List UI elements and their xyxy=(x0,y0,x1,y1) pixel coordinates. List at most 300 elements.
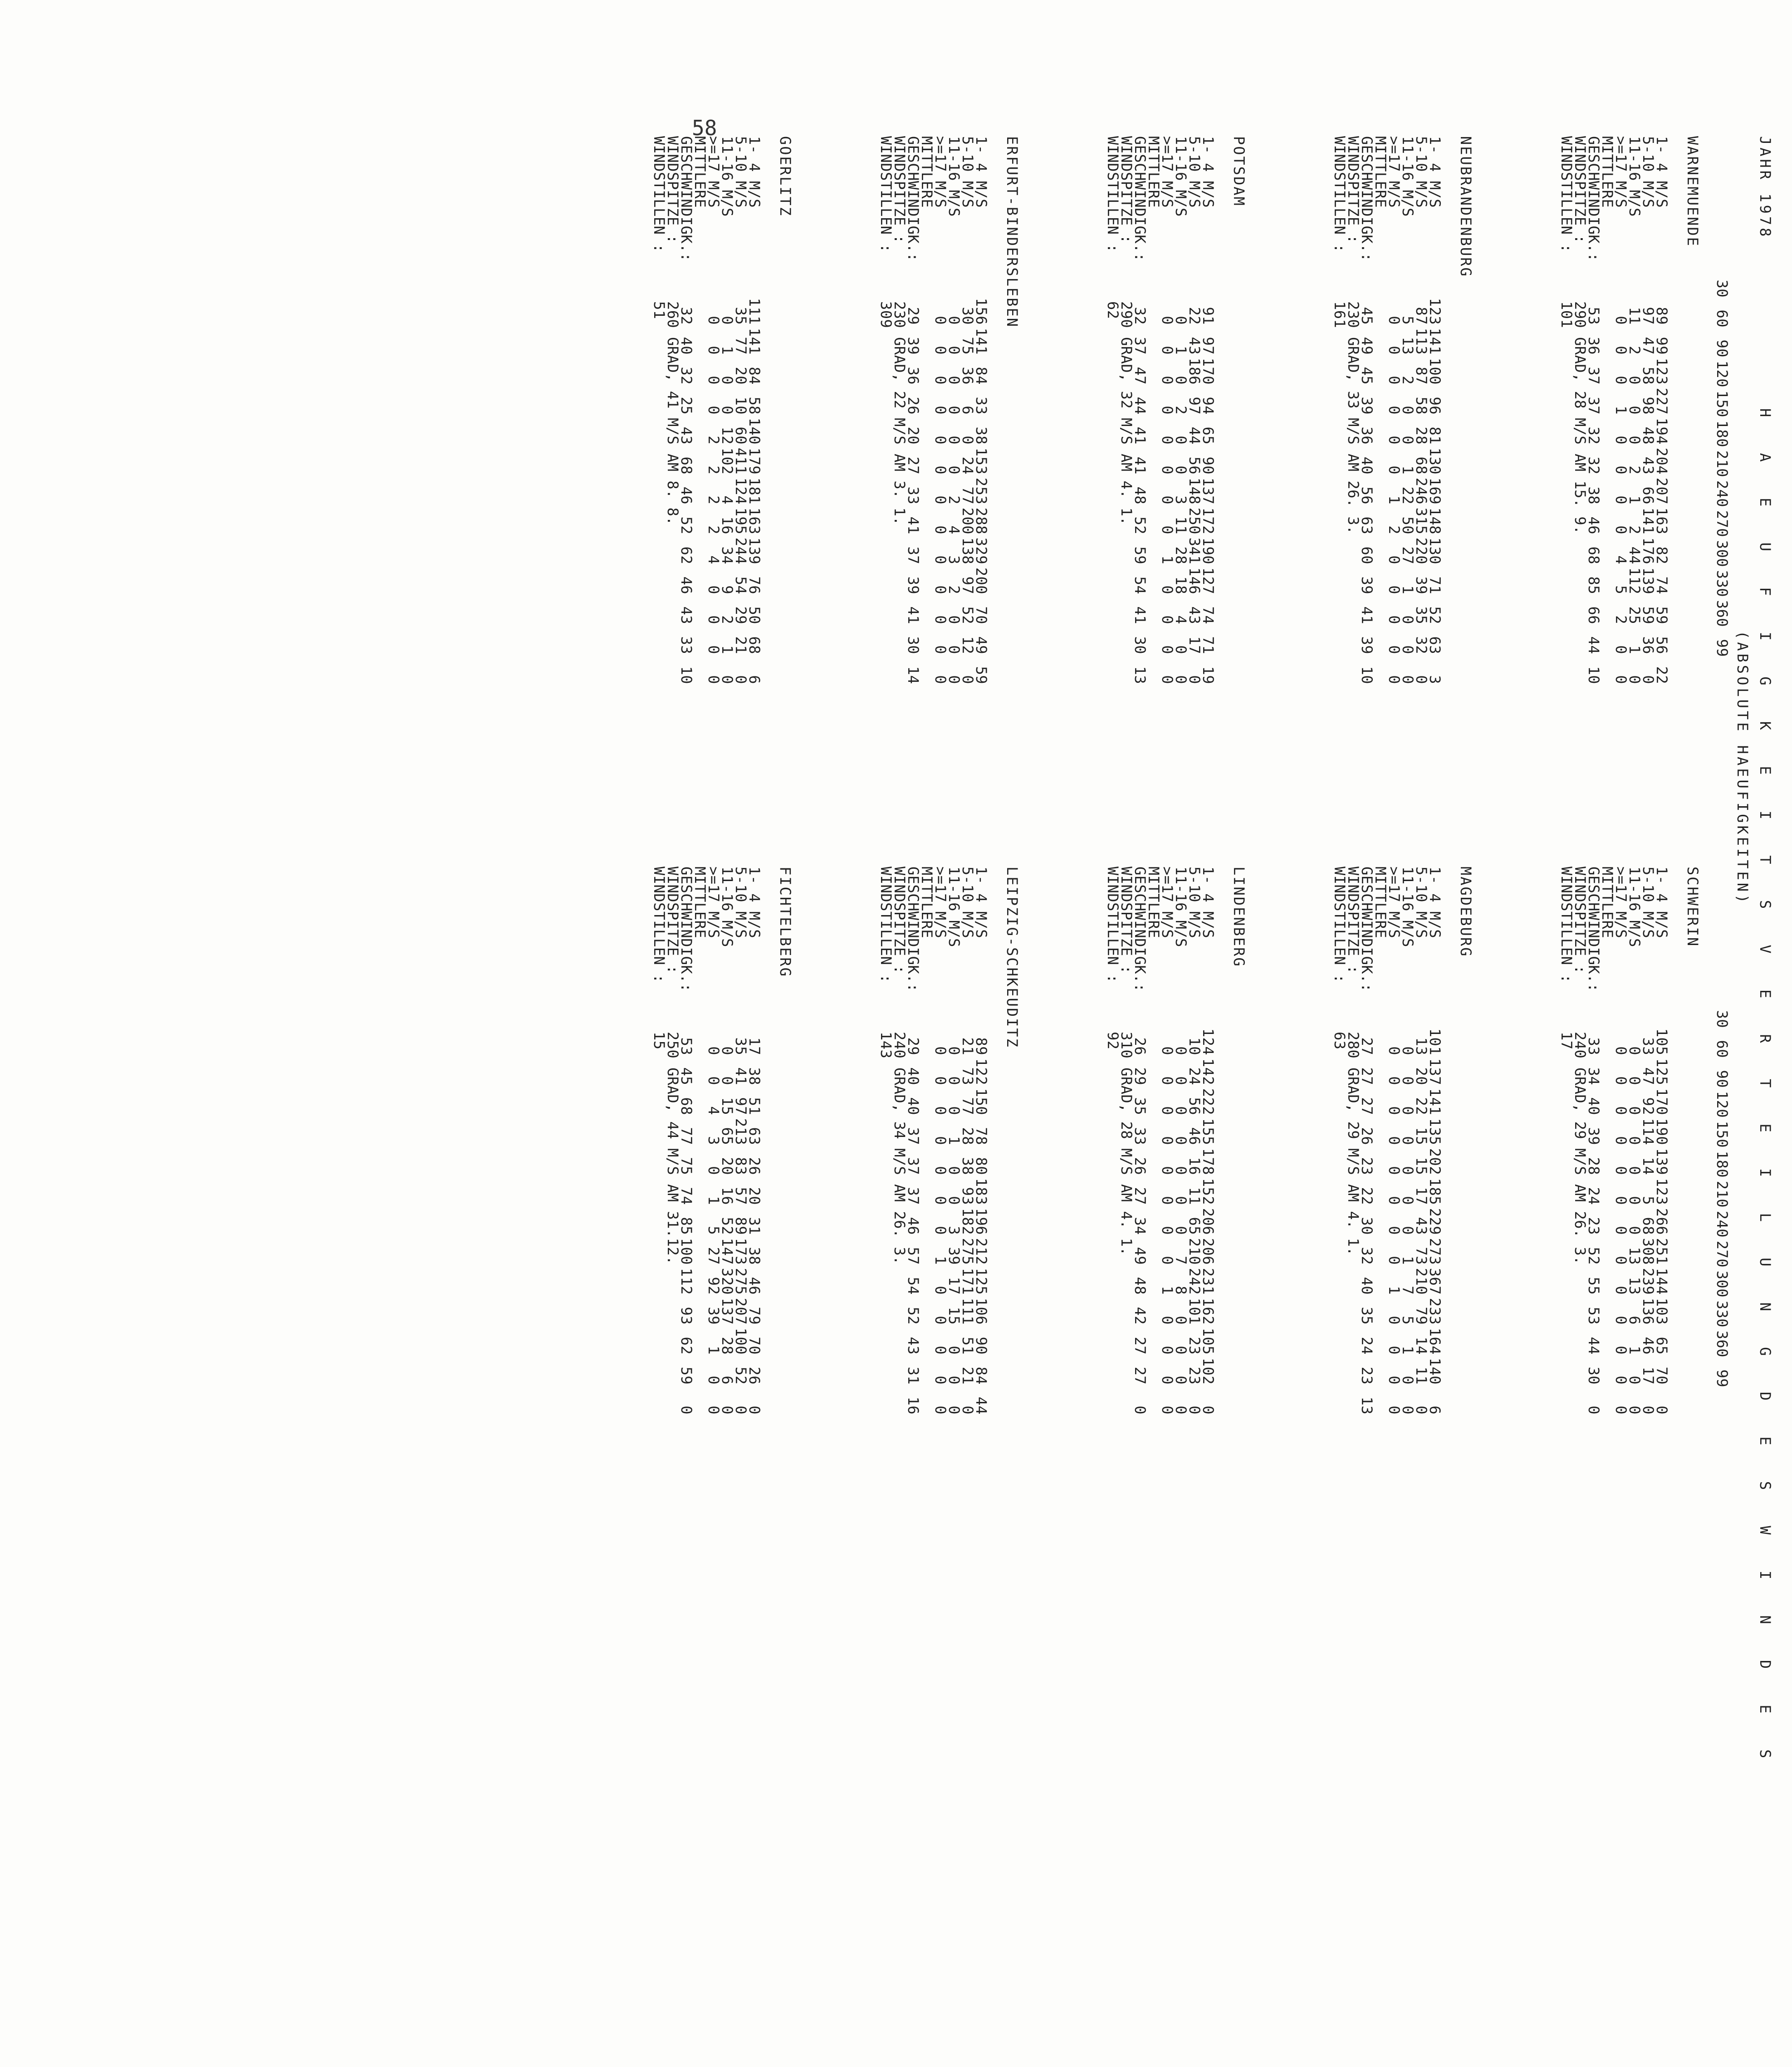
wind-peak-row xyxy=(893,136,906,525)
mean-speed-cell: 52 xyxy=(905,1307,922,1325)
row-label: GESCHWINDIGK.: xyxy=(1358,136,1376,262)
frequency-cell: 3 xyxy=(945,1226,963,1235)
frequency-cell: 27 xyxy=(705,1247,722,1265)
row-label: WINDSTILLEN : xyxy=(1331,136,1348,253)
row-label: GESCHWINDIGK.: xyxy=(1358,867,1376,992)
row-label: 1- 4 M/S xyxy=(1200,136,1217,208)
frequency-cell: 0 xyxy=(945,1196,963,1205)
frequency-cell: 7 xyxy=(1172,1256,1190,1265)
row-label: MITTLERE xyxy=(918,136,935,208)
frequency-cell: 91 xyxy=(1200,307,1217,325)
frequency-cell: 1 xyxy=(945,1136,963,1145)
row-label: WINDSPITZE : xyxy=(1118,867,1135,975)
frequency-cell: 24 xyxy=(959,456,976,475)
direction-header-cell: 240 xyxy=(1714,480,1731,507)
frequency-cell: 0 xyxy=(932,1046,949,1055)
frequency-cell: 0 xyxy=(1386,376,1403,385)
frequency-cell: 246 xyxy=(1413,477,1430,505)
mean-speed-cell: 27 xyxy=(1358,1097,1376,1115)
frequency-cell: 139 xyxy=(746,537,763,564)
frequency-cell: 0 xyxy=(1399,645,1416,654)
frequency-cell: 73 xyxy=(1413,1247,1430,1265)
frequency-cell: 172 xyxy=(1200,507,1217,534)
frequency-cell: 0 xyxy=(1159,495,1176,505)
row-label: WINDSTILLEN : xyxy=(651,867,668,983)
frequency-cell: 0 xyxy=(1159,1226,1176,1235)
frequency-cell: 20 xyxy=(719,1157,736,1175)
frequency-cell: 0 xyxy=(1399,1046,1416,1055)
row-label: WINDSPITZE : xyxy=(1118,136,1135,244)
frequency-cell: 2 xyxy=(705,436,722,445)
speed-class-row xyxy=(961,867,974,1415)
frequency-cell: 63 xyxy=(1426,636,1444,654)
frequency-cell: 87 xyxy=(1413,367,1430,385)
calm-count-value: 101 xyxy=(1558,301,1575,328)
frequency-cell: 1 xyxy=(1159,1286,1176,1295)
wind-peak-row xyxy=(1120,136,1133,525)
mean-speed-cell: 49 xyxy=(1358,337,1376,355)
frequency-cell: 0 xyxy=(945,406,963,415)
mean-speed-cell: 37 xyxy=(905,1157,922,1175)
frequency-cell: 239 xyxy=(1640,1268,1657,1295)
frequency-cell: 0 xyxy=(1386,1106,1403,1115)
frequency-cell: 0 xyxy=(1626,1136,1643,1145)
frequency-cell: 0 xyxy=(945,1166,963,1175)
frequency-cell: 222 xyxy=(1200,1088,1217,1115)
row-label: 1- 4 M/S xyxy=(746,867,763,939)
mean-speed-cell: 40 xyxy=(1585,1097,1602,1115)
wind-peak-value: 310 GRAD, 28 M/S AM 4. 1. xyxy=(1118,1032,1135,1256)
frequency-cell: 56 xyxy=(1653,636,1670,654)
frequency-cell: 206 xyxy=(1200,1238,1217,1265)
wind-peak-row xyxy=(1120,867,1133,1256)
frequency-cell: 200 xyxy=(959,507,976,534)
calm-count-row xyxy=(1106,136,1120,319)
frequency-cell: 0 xyxy=(1399,1106,1416,1115)
frequency-cell: 46 xyxy=(746,1277,763,1295)
wind-peak-row xyxy=(1346,867,1360,1256)
station-name: MAGDEBURG xyxy=(1457,867,1474,958)
frequency-cell: 58 xyxy=(1640,367,1657,385)
frequency-cell: 0 xyxy=(1399,1406,1416,1415)
calm-count-value: 92 xyxy=(1104,1032,1121,1050)
direction-header-cell: 300 xyxy=(1714,1270,1731,1298)
direction-header-cell: 300 xyxy=(1714,540,1731,567)
frequency-cell: 0 xyxy=(1386,1346,1403,1355)
frequency-cell: 30 xyxy=(959,307,976,325)
mean-speed-label-row xyxy=(920,867,934,1025)
row-label: MITTLERE xyxy=(691,867,709,939)
frequency-cell: 0 xyxy=(932,1076,949,1085)
frequency-cell: 11 xyxy=(1626,307,1643,325)
frequency-cell: 81 xyxy=(1426,426,1444,445)
frequency-cell: 21 xyxy=(732,636,749,654)
row-label: 11-16 M/S xyxy=(1399,867,1416,947)
frequency-cell: 0 xyxy=(1172,1106,1190,1115)
frequency-cell: 71 xyxy=(1426,576,1444,594)
frequency-cell: 38 xyxy=(959,1157,976,1175)
frequency-cell: 32 xyxy=(1413,636,1430,654)
frequency-cell: 6 xyxy=(1626,1316,1643,1325)
frequency-cell: 70 xyxy=(973,606,990,624)
frequency-cell: 59 xyxy=(1653,606,1670,624)
calm-count-value: 63 xyxy=(1331,1032,1348,1050)
frequency-cell: 0 xyxy=(932,346,949,355)
direction-header-cell: 270 xyxy=(1714,510,1731,537)
frequency-cell: 3 xyxy=(705,1136,722,1145)
frequency-cell: 2 xyxy=(1172,406,1190,415)
mean-speed-cell: 35 xyxy=(1131,1097,1149,1115)
mean-speed-cell: 44 xyxy=(1585,636,1602,654)
frequency-cell: 190 xyxy=(1653,1118,1670,1145)
mean-speed-cell: 39 xyxy=(1358,576,1376,594)
mean-speed-cell: 24 xyxy=(1585,1187,1602,1205)
frequency-cell: 181 xyxy=(746,477,763,505)
frequency-cell: 4 xyxy=(705,1106,722,1115)
frequency-cell: 0 xyxy=(945,1106,963,1115)
speed-class-row xyxy=(1174,136,1188,684)
calm-count-row xyxy=(879,136,893,328)
mean-speed-cell: 41 xyxy=(905,516,922,534)
frequency-cell: 0 xyxy=(1159,1136,1176,1145)
frequency-cell: 68 xyxy=(1640,1217,1657,1235)
frequency-cell: 125 xyxy=(973,1268,990,1295)
mean-speed-cell: 36 xyxy=(1585,337,1602,355)
direction-header-cell: 120 xyxy=(1714,360,1731,387)
mean-speed-label-row xyxy=(1147,136,1160,295)
wind-peak-value: 250 GRAD, 44 M/S AM 31.12. xyxy=(664,1032,681,1265)
row-label: >=17 M/S xyxy=(1159,136,1176,208)
frequency-cell: 6 xyxy=(719,1376,736,1385)
mean-speed-cell: 10 xyxy=(1585,666,1602,684)
direction-header-cell: 210 xyxy=(1714,450,1731,477)
direction-header-cell: 150 xyxy=(1714,390,1731,417)
mean-speed-cell: 43 xyxy=(678,606,695,624)
wind-peak-value: 290 GRAD, 32 M/S AM 4. 1. xyxy=(1118,301,1135,526)
frequency-cell: 163 xyxy=(1653,507,1670,534)
frequency-cell: 46 xyxy=(1186,1127,1203,1145)
speed-class-row xyxy=(748,867,761,1415)
frequency-cell: 0 xyxy=(945,1076,963,1085)
direction-header-cell: 60 xyxy=(1714,309,1731,328)
frequency-cell: 202 xyxy=(1426,1148,1444,1175)
frequency-cell: 0 xyxy=(945,376,963,385)
mean-speed-cell: 60 xyxy=(1358,546,1376,564)
frequency-cell: 44 xyxy=(973,1396,990,1415)
frequency-cell: 141 xyxy=(1426,1088,1444,1115)
direction-header-cell: 150 xyxy=(1714,1121,1731,1148)
frequency-cell: 52 xyxy=(719,1217,736,1235)
frequency-cell: 135 xyxy=(1426,1118,1444,1145)
frequency-cell: 0 xyxy=(1626,1166,1643,1175)
frequency-cell: 2 xyxy=(705,465,722,475)
mean-speed-label-row xyxy=(1601,136,1614,295)
direction-header-cell: 120 xyxy=(1714,1091,1731,1118)
mean-speed-cell: 45 xyxy=(1358,367,1376,385)
frequency-cell: 146 xyxy=(1186,567,1203,594)
frequency-cell: 97 xyxy=(959,576,976,594)
frequency-cell: 76 xyxy=(746,576,763,594)
row-label: 1- 4 M/S xyxy=(973,867,990,939)
frequency-cell: 0 xyxy=(1612,465,1630,475)
mean-speed-cell: 68 xyxy=(678,456,695,475)
mean-speed-row xyxy=(1133,867,1147,1415)
frequency-cell: 0 xyxy=(945,615,963,624)
frequency-cell: 90 xyxy=(1200,456,1217,475)
row-label: >=17 M/S xyxy=(1612,136,1630,208)
row-label: GESCHWINDIGK.: xyxy=(678,867,695,992)
frequency-cell: 0 xyxy=(945,465,963,475)
mean-speed-cell: 59 xyxy=(1131,546,1149,564)
speed-class-row xyxy=(720,867,734,1415)
station-name: NEUBRANDENBURG xyxy=(1457,136,1474,278)
frequency-cell: 130 xyxy=(1426,537,1444,564)
row-label: 5-10 M/S xyxy=(1640,136,1657,208)
frequency-cell: 0 xyxy=(1386,465,1403,475)
frequency-cell: 0 xyxy=(1612,1406,1630,1415)
mean-speed-cell: 37 xyxy=(905,1127,922,1145)
frequency-cell: 0 xyxy=(1626,1076,1643,1085)
frequency-cell: 155 xyxy=(1200,1118,1217,1145)
frequency-cell: 0 xyxy=(719,1406,736,1415)
row-label: 11-16 M/S xyxy=(945,867,963,947)
row-label: 1- 4 M/S xyxy=(1426,867,1444,939)
wind-peak-value: 240 GRAD, 34 M/S AM 26. 3. xyxy=(891,1032,908,1265)
station-name: POTSDAM xyxy=(1230,136,1248,207)
frequency-cell: 0 xyxy=(1386,1406,1403,1415)
frequency-cell: 2 xyxy=(1386,525,1403,534)
mean-speed-label-row xyxy=(1147,867,1160,1025)
row-label: MITTLERE xyxy=(1145,867,1162,939)
frequency-cell: 96 xyxy=(1426,397,1444,415)
frequency-cell: 139 xyxy=(1640,567,1657,594)
frequency-cell: 0 xyxy=(1386,645,1403,654)
frequency-cell: 0 xyxy=(1159,1316,1176,1325)
frequency-cell: 33 xyxy=(973,397,990,415)
frequency-cell: 0 xyxy=(705,1406,722,1415)
station-name: LINDENBERG xyxy=(1230,867,1248,968)
frequency-cell: 182 xyxy=(959,1208,976,1235)
frequency-cell: 0 xyxy=(1172,376,1190,385)
mean-speed-cell: 0 xyxy=(1131,1406,1149,1415)
frequency-cell: 163 xyxy=(746,507,763,534)
frequency-cell: 0 xyxy=(1172,1076,1190,1085)
frequency-cell: 10 xyxy=(1186,1037,1203,1055)
frequency-cell: 11 xyxy=(1186,1187,1203,1205)
frequency-cell: 4 xyxy=(719,495,736,505)
frequency-cell: 20 xyxy=(1413,1067,1430,1085)
frequency-cell: 253 xyxy=(973,477,990,505)
calm-count-value: 309 xyxy=(877,301,895,328)
frequency-cell: 0 xyxy=(1626,406,1643,415)
frequency-cell: 51 xyxy=(959,1337,976,1355)
frequency-cell: 0 xyxy=(1386,346,1403,355)
direction-header-cell: 90 xyxy=(1714,1070,1731,1088)
frequency-cell: 0 xyxy=(1626,675,1643,684)
frequency-cell: 58 xyxy=(1413,397,1430,415)
mean-speed-cell: 40 xyxy=(678,337,695,355)
frequency-cell: 0 xyxy=(1653,1406,1670,1415)
mean-speed-label-row xyxy=(1601,867,1614,1025)
frequency-cell: 122 xyxy=(973,1058,990,1085)
mean-speed-label-row xyxy=(920,136,934,295)
mean-speed-cell: 14 xyxy=(905,666,922,684)
mean-speed-cell: 47 xyxy=(1131,367,1149,385)
frequency-cell: 127 xyxy=(1200,567,1217,594)
frequency-cell: 33 xyxy=(1640,1037,1657,1055)
frequency-cell: 0 xyxy=(1172,1166,1190,1175)
frequency-cell: 147 xyxy=(719,1238,736,1265)
frequency-cell: 5 xyxy=(1399,316,1416,325)
frequency-cell: 70 xyxy=(1653,1367,1670,1385)
frequency-cell: 0 xyxy=(719,316,736,325)
frequency-cell: 162 xyxy=(1200,1298,1217,1325)
frequency-cell: 5 xyxy=(1399,1316,1416,1325)
frequency-cell: 43 xyxy=(1186,337,1203,355)
mean-speed-cell: 26 xyxy=(1131,1157,1149,1175)
speed-class-row xyxy=(1415,136,1428,684)
mean-speed-cell: 16 xyxy=(905,1396,922,1415)
frequency-cell: 31 xyxy=(746,1217,763,1235)
frequency-cell: 16 xyxy=(719,516,736,534)
frequency-cell: 0 xyxy=(932,1316,949,1325)
frequency-cell: 367 xyxy=(1426,1268,1444,1295)
row-label: 5-10 M/S xyxy=(959,867,976,939)
row-label: 5-10 M/S xyxy=(1186,867,1203,939)
frequency-cell: 43 xyxy=(1413,1217,1430,1235)
frequency-cell: 0 xyxy=(932,675,949,684)
mean-speed-cell: 27 xyxy=(1131,1337,1149,1355)
mean-speed-cell: 26 xyxy=(905,397,922,415)
frequency-cell: 140 xyxy=(1426,1357,1444,1385)
mean-speed-cell: 52 xyxy=(1131,516,1149,534)
mean-speed-cell: 32 xyxy=(678,307,695,325)
row-label: WINDSTILLEN : xyxy=(1104,867,1121,983)
frequency-cell: 77 xyxy=(959,1097,976,1115)
row-label: MITTLERE xyxy=(691,136,709,208)
frequency-cell: 0 xyxy=(932,585,949,594)
frequency-cell: 102 xyxy=(1200,1357,1217,1385)
frequency-cell: 59 xyxy=(1640,606,1657,624)
frequency-cell: 0 xyxy=(932,465,949,475)
frequency-cell: 152 xyxy=(1200,1178,1217,1205)
frequency-cell: 196 xyxy=(973,1208,990,1235)
frequency-cell: 0 xyxy=(705,1076,722,1085)
frequency-cell: 34 xyxy=(719,546,736,564)
speed-class-row xyxy=(707,136,720,684)
frequency-cell: 0 xyxy=(1386,585,1403,594)
row-label: MITTLERE xyxy=(1599,136,1616,208)
frequency-cell: 0 xyxy=(1159,675,1176,684)
frequency-cell: 93 xyxy=(959,1187,976,1205)
frequency-cell: 0 xyxy=(719,406,736,415)
mean-speed-cell: 32 xyxy=(1585,426,1602,445)
frequency-cell: 1 xyxy=(1399,585,1416,594)
frequency-cell: 0 xyxy=(932,1376,949,1385)
frequency-cell: 2 xyxy=(705,525,722,534)
frequency-cell: 210 xyxy=(1186,1238,1203,1265)
row-label: 11-16 M/S xyxy=(719,867,736,947)
mean-speed-cell: 30 xyxy=(1131,636,1149,654)
direction-header-cell: 180 xyxy=(1714,420,1731,447)
mean-speed-cell: 33 xyxy=(1131,1127,1149,1145)
frequency-cell: 150 xyxy=(973,1088,990,1115)
frequency-cell: 0 xyxy=(959,1406,976,1415)
calm-count-value: 51 xyxy=(651,301,668,319)
frequency-cell: 137 xyxy=(719,1298,736,1325)
mean-speed-label-row xyxy=(693,867,707,1025)
frequency-cell: 139 xyxy=(1653,1148,1670,1175)
calm-count-row xyxy=(1333,867,1346,1050)
station-name: FICHTELBERG xyxy=(777,867,794,978)
frequency-cell: 233 xyxy=(1426,1298,1444,1325)
frequency-cell: 16 xyxy=(1186,1157,1203,1175)
speed-class-row xyxy=(1415,867,1428,1415)
frequency-cell: 140 xyxy=(746,417,763,445)
frequency-cell: 0 xyxy=(1159,376,1176,385)
frequency-cell: 171 xyxy=(959,1268,976,1295)
mean-speed-cell: 44 xyxy=(1131,397,1149,415)
mean-speed-cell: 68 xyxy=(678,1097,695,1115)
row-label: >=17 M/S xyxy=(1159,867,1176,939)
speed-class-row xyxy=(1428,867,1442,1415)
frequency-cell: 82 xyxy=(1653,546,1670,564)
frequency-cell: 0 xyxy=(1159,436,1176,445)
frequency-cell: 3 xyxy=(1172,495,1190,505)
frequency-cell: 0 xyxy=(1386,1256,1403,1265)
frequency-cell: 1 xyxy=(705,1196,722,1205)
frequency-cell: 0 xyxy=(1159,406,1176,415)
frequency-cell: 106 xyxy=(973,1298,990,1325)
mean-speed-cell: 44 xyxy=(1585,1337,1602,1355)
frequency-cell: 137 xyxy=(1426,1058,1444,1085)
frequency-cell: 0 xyxy=(732,1406,749,1415)
frequency-cell: 2 xyxy=(1612,615,1630,624)
frequency-cell: 35 xyxy=(1413,606,1430,624)
speed-class-row xyxy=(1160,136,1174,684)
frequency-cell: 0 xyxy=(705,376,722,385)
mean-speed-cell: 30 xyxy=(1358,1217,1376,1235)
frequency-cell: 1 xyxy=(1399,1256,1416,1265)
frequency-cell: 13 xyxy=(1413,1037,1430,1055)
row-label: MITTLERE xyxy=(1372,867,1389,939)
speed-class-row xyxy=(1387,136,1401,684)
frequency-cell: 74 xyxy=(1200,606,1217,624)
mean-speed-cell: 39 xyxy=(1358,397,1376,415)
frequency-cell: 22 xyxy=(1186,307,1203,325)
frequency-cell: 0 xyxy=(705,316,722,325)
frequency-cell: 80 xyxy=(973,1157,990,1175)
frequency-cell: 21 xyxy=(959,1037,976,1055)
frequency-cell: 4 xyxy=(945,525,963,534)
frequency-cell: 0 xyxy=(1399,1376,1416,1385)
frequency-cell: 0 xyxy=(1200,1406,1217,1415)
row-label: >=17 M/S xyxy=(932,867,949,939)
frequency-cell: 0 xyxy=(932,1226,949,1235)
frequency-cell: 0 xyxy=(1172,1226,1190,1235)
frequency-cell: 0 xyxy=(1172,1406,1190,1415)
speed-class-row xyxy=(974,136,988,684)
frequency-cell: 97 xyxy=(1640,307,1657,325)
frequency-cell: 0 xyxy=(1159,645,1176,654)
frequency-cell: 0 xyxy=(732,675,749,684)
mean-speed-cell: 33 xyxy=(905,486,922,505)
frequency-cell: 0 xyxy=(1172,1316,1190,1325)
direction-header-cell: 330 xyxy=(1714,570,1731,597)
frequency-cell: 27 xyxy=(1399,546,1416,564)
mean-speed-cell: 41 xyxy=(1131,456,1149,475)
speed-class-row xyxy=(934,867,947,1415)
